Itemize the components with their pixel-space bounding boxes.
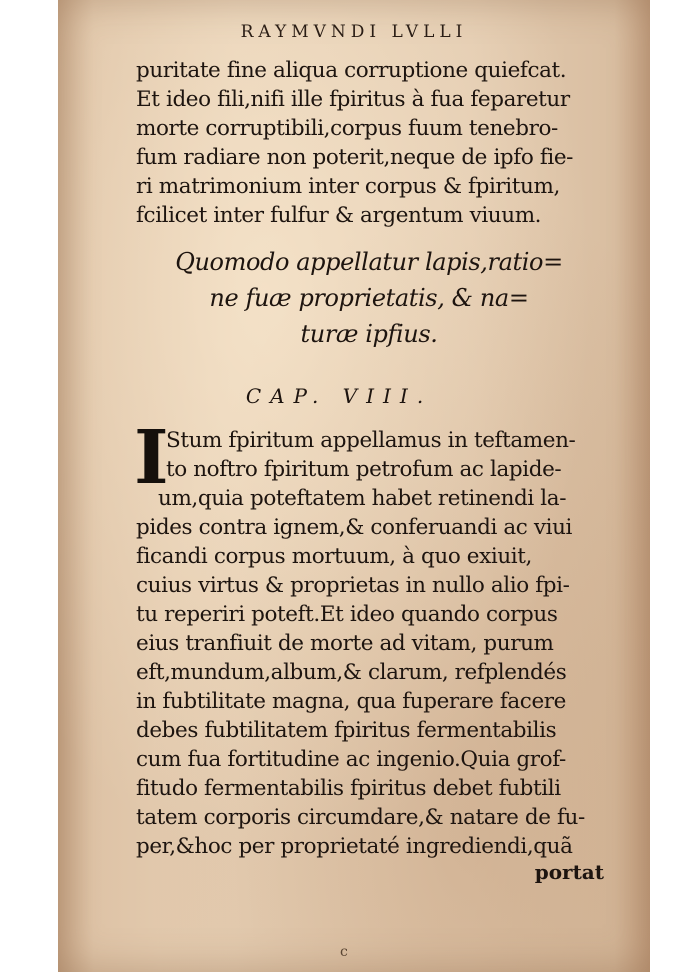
paragraph-top [136,56,636,230]
text-line: pides contra ignem,& conferuandi ac viui [136,515,573,540]
text-line: ri matrimonium inter corpus & fpiritum, [136,174,560,199]
text-line: puritate fine aliqua corruptione quiefcat. [136,58,567,83]
heading-line: ne fuæ proprietatis, & na= [209,284,529,312]
heading-line: turæ ipfius. [300,320,438,348]
text-line: fcilicet inter fulfur & argentum viuum. [136,203,542,228]
text-line: um,quia poteftatem habet retinendi la- [158,486,567,511]
text-line: ficandi corpus mortuum, à quo exiuit, [136,544,532,569]
text-line: in fubtilitate magna, qua fuperare facere [136,689,566,714]
section-heading [118,244,620,352]
drop-cap-initial: I [134,415,169,501]
signature-mark: c [340,944,348,960]
text-line: morte corruptibili,corpus fuum tenebro- [136,116,558,141]
running-head: RAYMVNDI LVLLI [240,22,468,42]
catchword: portat [534,860,604,884]
text-line: cuius virtus & proprietas in nullo alio fpi- [136,573,570,598]
text-line: Stum fpiritum appellamus in teftamen- [166,428,576,453]
text-line: per,&hoc per proprietaté ingrediendi,quã [136,834,573,859]
text-line: eft,mundum,album,& clarum, refplendés [136,660,567,685]
text-line: Et ideo fili,nifi ille fpiritus à fua feparetur [136,87,570,112]
paragraph-main [134,415,636,861]
text-line: fitudo fermentabilis fpiritus debet fubtili [136,776,561,801]
text-line: to noftro fpiritum petrofum ac lapide- [166,457,562,482]
book-page [58,0,650,972]
text-line: eius tranfiuit de morte ad vitam, purum [136,631,554,656]
text-line: debes fubtilitatem fpiritus fermentabilis [136,718,557,743]
chapter-title: CAP. VIII. [245,384,433,408]
text-line: fum radiare non poterit,neque de ipfo fie- [136,145,574,170]
text-line: tatem corporis circumdare,& natare de fu- [136,805,585,830]
text-line: tu reperiri poteft.Et ideo quando corpus [136,602,558,627]
heading-line: Quomodo appellatur lapis,ratio= [175,248,563,276]
text-line: cum fua fortitudine ac ingenio.Quia grof- [136,747,566,772]
